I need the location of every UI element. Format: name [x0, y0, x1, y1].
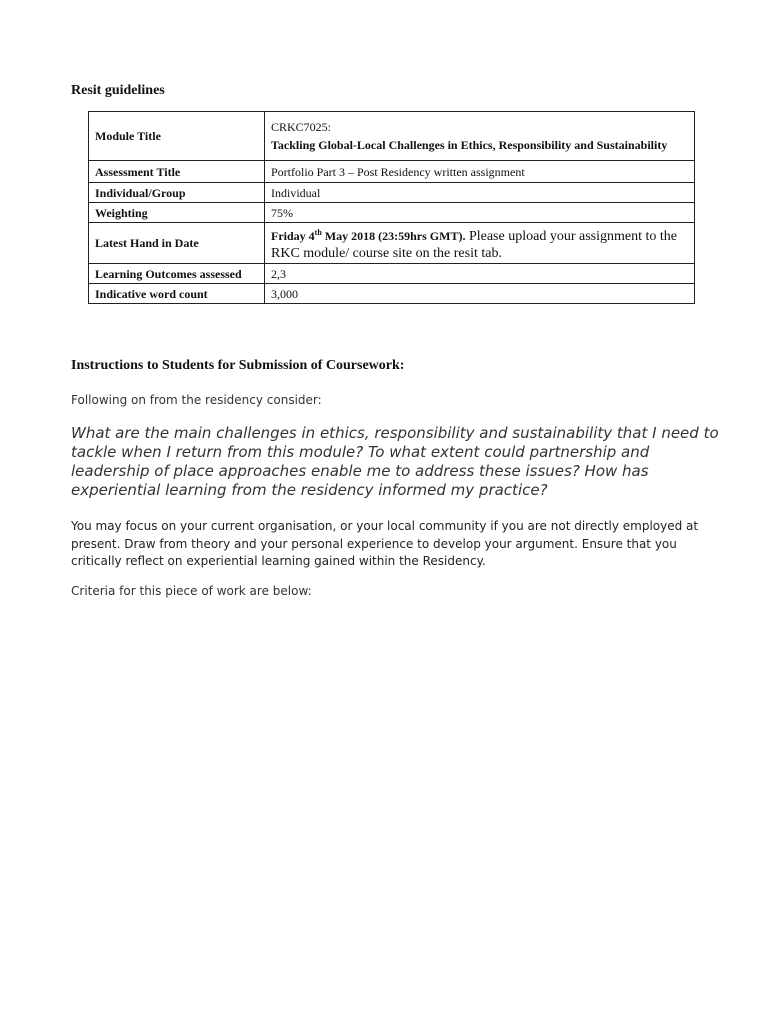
upload-instruction: Please upload your assignment to the RKC module/ course site on the resit tab. [271, 229, 677, 261]
intro-paragraph: Following on from the residency consider: [71, 393, 322, 407]
criteria-paragraph: Criteria for this piece of work are below: [71, 584, 312, 598]
module-name: Tackling Global-Local Challenges in Ethics, Responsibility and Sustainability [271, 138, 668, 152]
module-code: CRKC7025: [271, 120, 332, 134]
table-row [89, 264, 695, 284]
individual-group-value: Individual [265, 183, 695, 203]
reflection-question: What are the main challenges in ethics, responsibility and sustainability that I need to tackle when I return from this module? To what extent could partnership and leadership of place approaches enable me to address these issues? How has experiential learning from the residency informed my practice? [71, 424, 719, 499]
word-count-value: 3,000 [265, 284, 695, 304]
due-date-rest: May 2018 (23:59hrs GMT). [321, 229, 466, 243]
assessment-title-label: Assessment Title [89, 161, 265, 183]
assessment-info-table [88, 111, 695, 304]
assessment-title-value: Portfolio Part 3 – Post Residency written assignment [265, 161, 695, 183]
weighting-value: 75% [265, 203, 695, 223]
guidance-paragraph: You may focus on your current organisation, or your local community if you are not directly employed at present. Draw from theory and your personal experience to develop your argument. Ensure that you critically reflect on experiential learning gained within the Residency. [71, 519, 699, 568]
table-row [89, 161, 695, 183]
table-row [89, 284, 695, 304]
table-row [89, 112, 695, 161]
hand-in-date-label: Latest Hand in Date [89, 223, 265, 264]
table-row [89, 183, 695, 203]
table-row [89, 203, 695, 223]
word-count-label: Indicative word count [89, 284, 265, 304]
due-date-ordinal: th [314, 228, 322, 237]
instructions-heading: Instructions to Students for Submission of Coursework: [71, 358, 405, 373]
resit-guidelines-heading: Resit guidelines [71, 83, 165, 98]
learning-outcomes-value: 2,3 [265, 264, 695, 284]
table-row [89, 223, 695, 264]
due-date [271, 229, 465, 243]
weighting-label: Weighting [89, 203, 265, 223]
individual-group-label: Individual/Group [89, 183, 265, 203]
due-date-day: Friday 4 [271, 229, 315, 243]
module-title-label: Module Title [89, 112, 265, 161]
module-title-value [265, 112, 695, 161]
hand-in-date-value [265, 223, 695, 264]
learning-outcomes-label: Learning Outcomes assessed [89, 264, 265, 284]
